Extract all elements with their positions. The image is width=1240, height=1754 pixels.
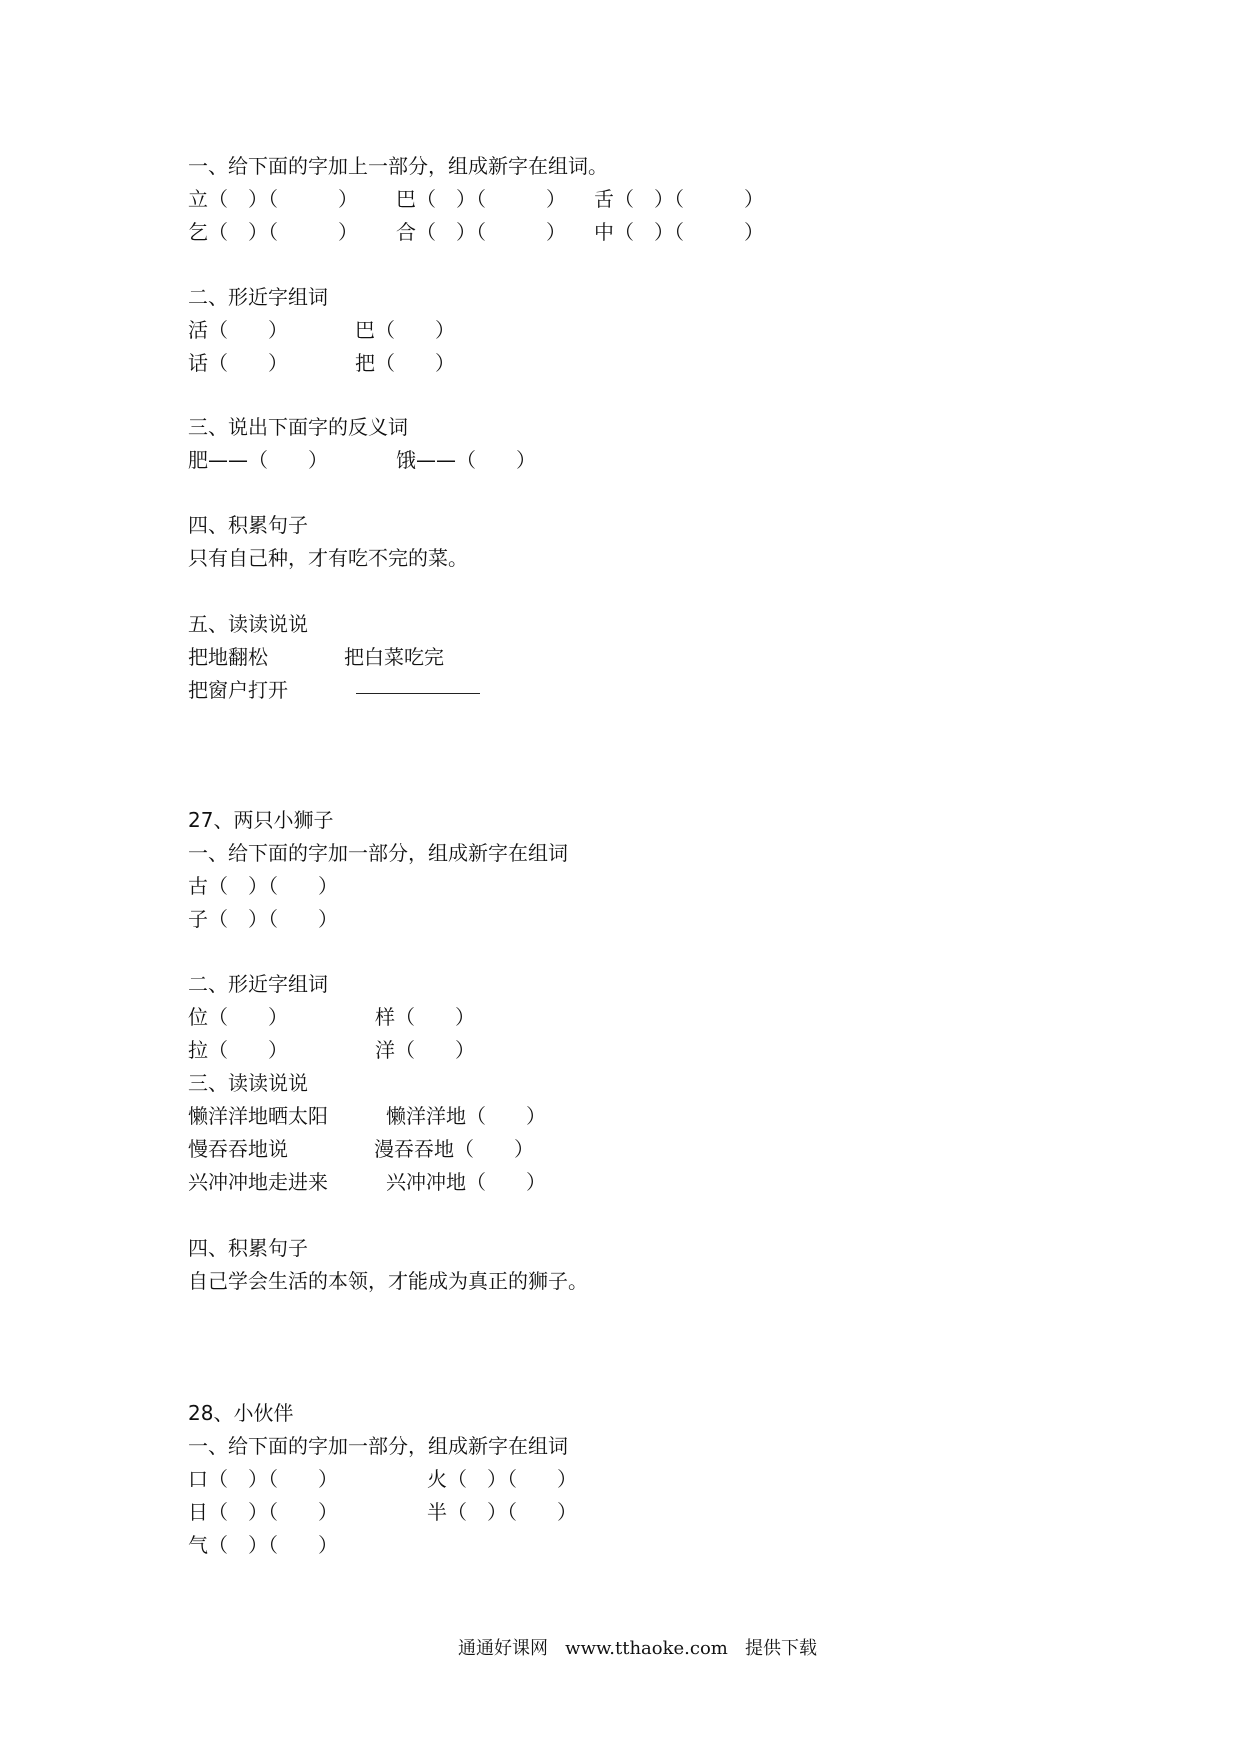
exercise-item: 口（ ）（ ） (188, 1467, 338, 1491)
section-heading: 三、读读说说 (188, 1071, 308, 1095)
exercise-item: 气（ ）（ ） (188, 1533, 338, 1557)
sentence: 只有自己种，才有吃不完的菜。 (188, 546, 468, 570)
section-heading: 一、给下面的字加上一部分，组成新字在组词。 (188, 154, 608, 178)
section-heading: 五、读读说说 (188, 612, 308, 636)
exercise-item: 舌（ ）（ ） (594, 187, 764, 211)
exercise-item: 巴（ ） (355, 318, 455, 342)
exercise-item: 合（ ）（ ） (396, 220, 566, 244)
exercise-item: 火（ ）（ ） (427, 1467, 577, 1491)
section-heading: 四、积累句子 (188, 1236, 308, 1260)
exercise-item: 立（ ）（ ） (188, 187, 358, 211)
exercise-item: 兴冲冲地（ ） (386, 1170, 546, 1194)
exercise-item: 洋（ ） (375, 1038, 475, 1062)
exercise-item: 懒洋洋地晒太阳 (188, 1104, 328, 1128)
exercise-item: 中（ ）（ ） (594, 220, 764, 244)
exercise-item: 拉（ ） (188, 1038, 288, 1062)
exercise-item: 子（ ）（ ） (188, 907, 338, 931)
sentence: 自己学会生活的本领，才能成为真正的狮子。 (188, 1269, 588, 1293)
exercise-item: 把地翻松 (188, 645, 268, 669)
exercise-item: 位（ ） (188, 1005, 288, 1029)
exercise-item: 日（ ）（ ） (188, 1500, 338, 1524)
lesson-title: 28、小伙伴 (188, 1401, 294, 1425)
exercise-item: 话（ ） (188, 351, 288, 375)
exercise-item: 半（ ）（ ） (427, 1500, 577, 1524)
exercise-item: 乞（ ）（ ） (188, 220, 358, 244)
section-heading: 一、给下面的字加一部分，组成新字在组词 (188, 1434, 568, 1458)
section-heading: 三、说出下面字的反义词 (188, 415, 408, 439)
exercise-item: 漫吞吞地（ ） (374, 1137, 534, 1161)
section-heading: 四、积累句子 (188, 513, 308, 537)
exercise-item: 巴（ ）（ ） (396, 187, 566, 211)
exercise-item: 活（ ） (188, 318, 288, 342)
exercise-item: 慢吞吞地说 (188, 1137, 288, 1161)
exercise-item: 把窗户打开 (188, 678, 288, 702)
exercise-item: 饿——（ ） (396, 448, 536, 472)
exercise-item: 懒洋洋地（ ） (386, 1104, 546, 1128)
section-heading: 二、形近字组词 (188, 285, 328, 309)
exercise-item: 把（ ） (355, 351, 455, 375)
exercise-item: 兴冲冲地走进来 (188, 1170, 328, 1194)
exercise-item: 古（ ）（ ） (188, 874, 338, 898)
exercise-item: 肥——（ ） (188, 448, 328, 472)
answer-blank-line (356, 693, 480, 694)
exercise-item: 把白菜吃完 (344, 645, 444, 669)
section-heading: 一、给下面的字加一部分，组成新字在组词 (188, 841, 568, 865)
section-heading: 二、形近字组词 (188, 972, 328, 996)
page-footer: 通通好课网 www.tthaoke.com 提供下载 (458, 1638, 818, 1659)
lesson-title: 27、两只小狮子 (188, 808, 334, 832)
exercise-item: 样（ ） (375, 1005, 475, 1029)
